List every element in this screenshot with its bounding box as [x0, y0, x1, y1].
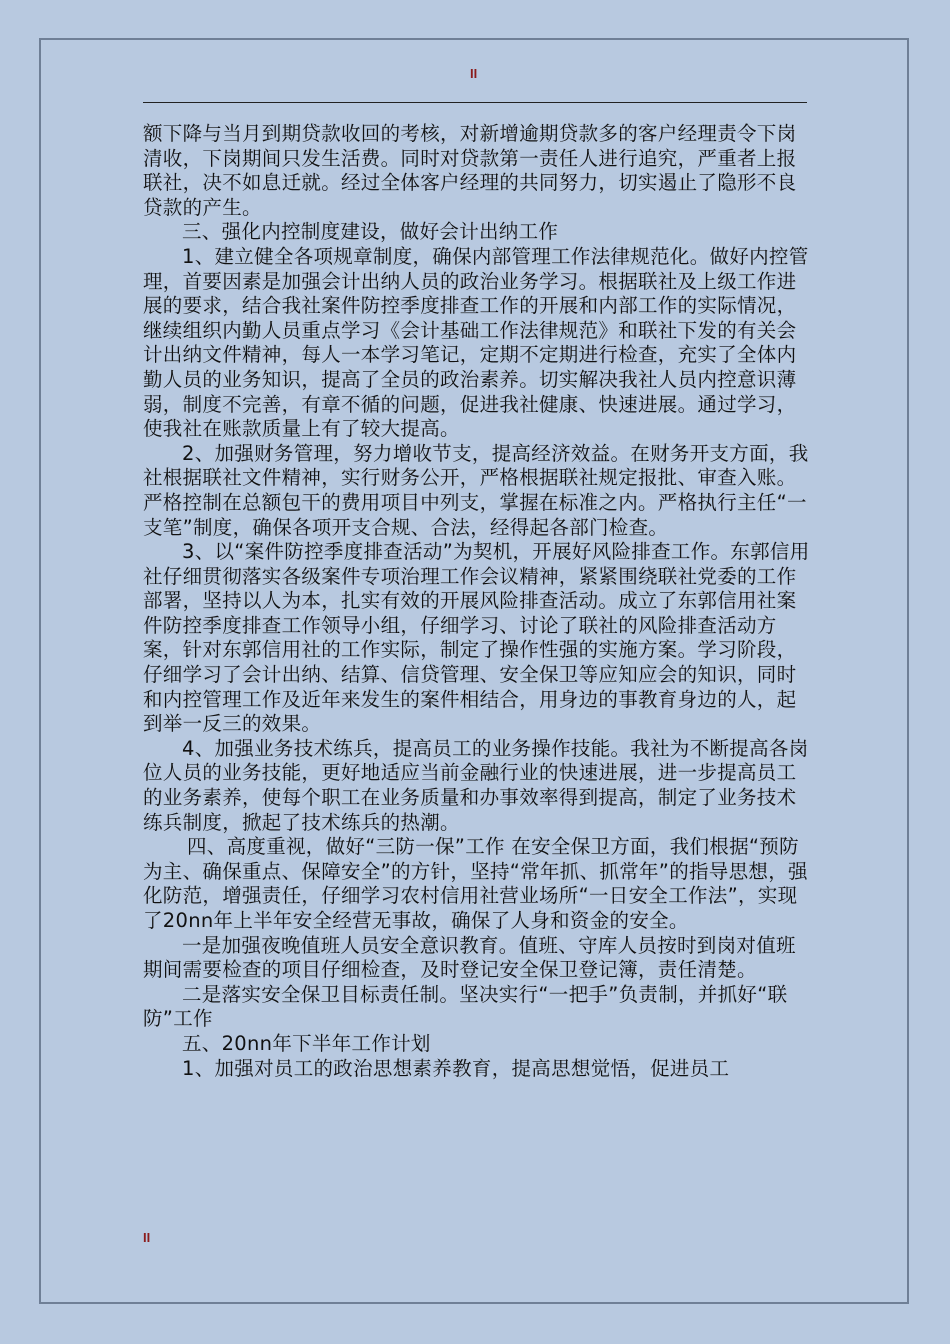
paragraph-item-3: 3、以“案件防控季度排查活动”为契机，开展好风险排查工作。东郭信用社仔细贯彻落实各级案件专项治理工作会议精神，紧紧围绕联社党委的工作部署，坚持以人为本，扎实有效的开展风险排查活动。成立了东郭信用社案件防控季度排查工作领导小组，仔细学习、讨论了联社的风险排查活动方案，针对东郭信用社的工作实际，制定了操作性强的实施方案。学习阶段，仔细学习了会计出纳、结算、信贷管理、安全保卫等应知应会的知识，同时和内控管理工作及近年来发生的案件相结合，用身边的事教育身边的人，起到举一反三的效果。	[143, 540, 810, 736]
paragraph-item-1: 1、建立健全各项规章制度，确保内部管理工作法律规范化。做好内控管理，首要因素是加强会计出纳人员的政治业务学习。根据联社及上级工作进展的要求，结合我社案件防控季度排查工作的开展和内部工作的实际情况，继续组织内勤人员重点学习《会计基础工作法律规范》和联社下发的有关会计出纳文件精神，每人一本学习笔记，定期不定期进行检查，充实了全体内勤人员的业务知识，提高了全员的政治素养。切实解决我社人员内控意识薄弱，制度不完善，有章不循的问题，促进我社健康、快速进展。通过学习，使我社在账款质量上有了较大提高。	[143, 244, 809, 441]
document-body	[143, 122, 813, 1081]
paragraph-second: 二是落实安全保卫目标责任制。坚决实行“一把手”负责制，并抓好“联防”工作	[143, 982, 788, 1031]
paragraph-first: 一是加强夜晚值班人员安全意识教育。值班、守库人员按时到岗对值班期间需要检查的项目仔细检查，及时登记安全保卫登记簿，责任清楚。	[143, 933, 796, 982]
paragraph-item-2: 2、加强财务管理，努力增收节支，提高经济效益。在财务开支方面，我社根据联社文件精神，实行财务公开，严格根据联社规定报批、审查入账。严格控制在总额包干的费用项目中列支，掌握在标准之内。严格执行主任“一支笔”制度，确保各项开支合规、合法，经得起各部门检查。	[143, 441, 809, 539]
section-heading-4: 四、高度重视，做好“三防一保”工作 在安全保卫方面，我们根据“预防为主、确保重点、保障安全”的方针，坚持“常年抓、抓常年”的指导思想，强化防范，增强责任，仔细学习农村信用社营业场所“一日安全工作法”，实现了20nn年上半年安全经营无事故，确保了人身和资金的安全。	[143, 835, 808, 932]
header-mark: II	[470, 66, 478, 81]
footer-mark: II	[143, 1230, 151, 1245]
section-heading-3: 三、强化内控制度建设，做好会计出纳工作	[182, 220, 559, 244]
header-rule	[143, 102, 807, 103]
paragraph-plan-1: 1、加强对员工的政治思想素养教育，提高思想觉悟，促进员工	[182, 1056, 730, 1080]
paragraph-continuation: 额下降与当月到期贷款收回的考核，对新增逾期贷款多的客户经理责令下岗清收，下岗期间只发生活费。同时对贷款第一责任人进行追究，严重者上报联社，决不如息迁就。经过全体客户经理的共同努力，切实遏止了隐形不良贷款的产生。	[143, 122, 797, 219]
paragraph-item-4: 4、加强业务技术练兵，提高员工的业务操作技能。我社为不断提高各岗位人员的业务技能，更好地适应当前金融行业的快速进展，进一步提高员工的业务素养，使每个职工在业务质量和办事效率得到提高，制定了业务技术练兵制度，掀起了技术练兵的热潮。	[143, 736, 809, 834]
section-heading-5: 五、20nn年下半年工作计划	[182, 1031, 431, 1055]
